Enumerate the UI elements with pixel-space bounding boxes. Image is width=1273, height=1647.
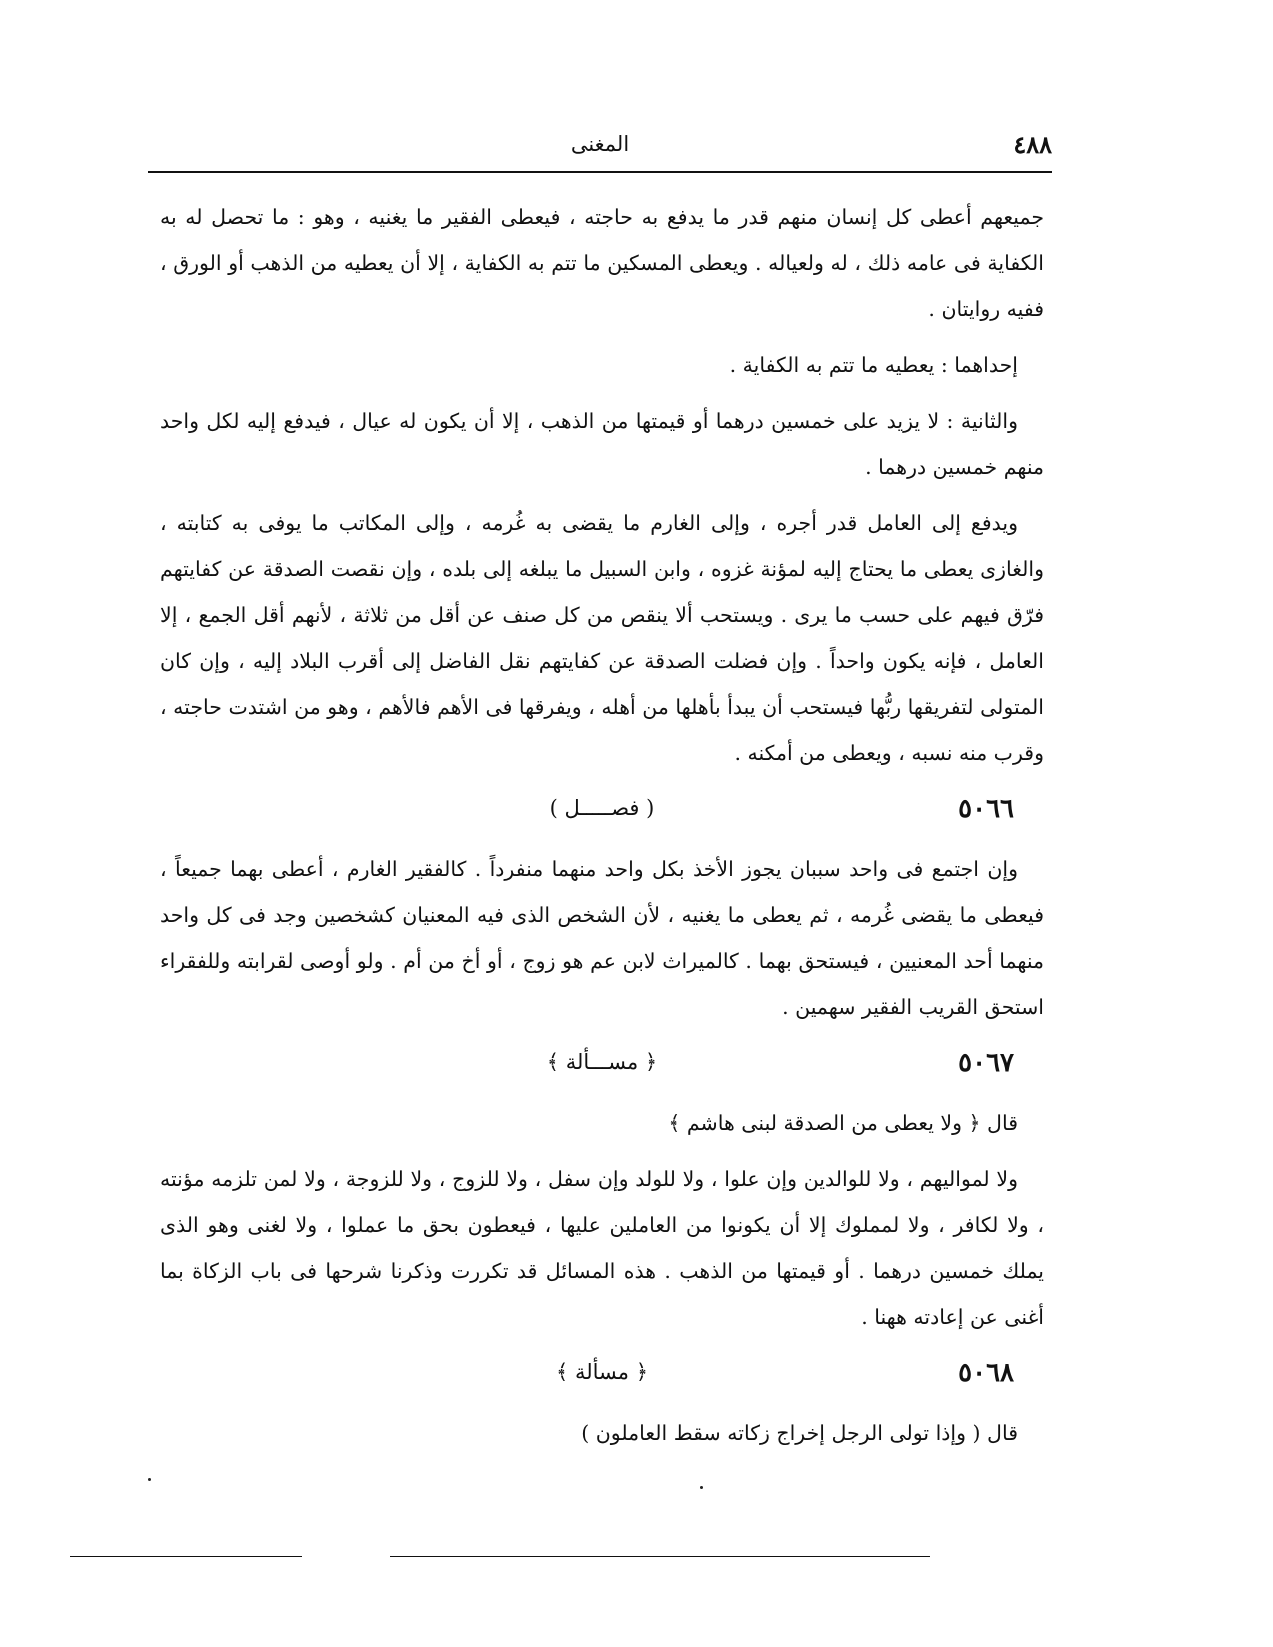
page-header bbox=[148, 128, 1052, 168]
page-body bbox=[160, 194, 1044, 1466]
header-rule bbox=[148, 171, 1052, 173]
section-title: ﴿ مسألة ﴾ bbox=[556, 1360, 648, 1384]
section-number: ٥٠٦٧ bbox=[958, 1048, 1014, 1078]
footer-rule-left bbox=[70, 1556, 302, 1557]
section-title: ﴿ مســـألة ﴾ bbox=[546, 1050, 658, 1074]
paragraph: والثانية : لا يزيد على خمسين درهما أو قيمتها من الذهب ، إلا أن يكون له عيال ، فيدفع إليه لكل واحد منهم خمسين درهما . bbox=[160, 409, 1044, 479]
section-heading bbox=[160, 788, 1044, 836]
paragraph: قال ( وإذا تولى الرجل إخراج زكاته سقط العاملون ) bbox=[581, 1421, 1018, 1445]
paragraph: ويدفع إلى العامل قدر أجره ، وإلى الغارم ما يقضى به غُرمه ، وإلى المكاتب ما يوفى به كتابته ، والغازى يعطى ما يحتاج إليه لمؤنة غزوه ، وابن السبيل ما يبلغه إلى بلده ، وإن نقصت الصدقة عن كفايتهم فرّق فيهم على حسب ما يرى . ويستحب ألا ينقص من كل صنف عن أقل من ثلاثة ، لأنهم أقل الجمع ، إلا العامل ، فإنه يكون واحداً . وإن فضلت الصدقة عن كفايتهم نقل الفاضل إلى أقرب البلاد إليه ، وإن كان المتولى لتفريقها ربُّها فيستحب أن يبدأ بأهلها من أهله ، ويفرقها فى الأهم فالأهم ، وهو من اشتدت حاجته ، وقرب منه نسبه ، ويعطى من أمكنه . bbox=[160, 511, 1044, 765]
paragraph: إحداهما : يعطيه ما تتم به الكفاية . bbox=[729, 353, 1018, 377]
section-heading bbox=[160, 1042, 1044, 1090]
paragraph: ولا لمواليهم ، ولا للوالدين وإن علوا ، ولا للولد وإن سفل ، ولا للزوج ، ولا للزوجة ، ولا لمن تلزمه مؤنته ، ولا لكافر ، ولا لمملوك إلا أن يكونوا من العاملين عليها ، فيعطون بحق ما عملوا ، ولا لغنى وهو الذى يملك خمسين درهما . أو قيمتها من الذهب . هذه المسائل قد تكررت وذكرنا شرحها فى باب الزكاة بما أغنى عن إعادته ههنا . bbox=[160, 1167, 1044, 1329]
section-title: ( فصـــــل ) bbox=[549, 796, 655, 820]
section-number: ٥٠٦٨ bbox=[958, 1358, 1014, 1388]
section-number: ٥٠٦٦ bbox=[958, 794, 1014, 824]
page-number: ٤٨٨ bbox=[1013, 130, 1052, 159]
scan-speck bbox=[148, 1478, 151, 1481]
scan-speck bbox=[700, 1486, 703, 1489]
paragraph: قال ﴿ ولا يعطى من الصدقة لبنى هاشم ﴾ bbox=[668, 1111, 1018, 1135]
section-heading bbox=[160, 1352, 1044, 1400]
paragraph: جميعهم أعطى كل إنسان منهم قدر ما يدفع به حاجته ، فيعطى الفقير ما يغنيه ، وهو : ما تحصل له به الكفاية فى عامه ذلك ، له ولعياله . ويعطى المسكين ما تتم به الكفاية ، إلا أن يعطيه من الذهب أو الورق ، ففيه روايتان . bbox=[160, 205, 1044, 321]
running-title: المغنى bbox=[570, 132, 630, 156]
paragraph: وإن اجتمع فى واحد سببان يجوز الأخذ بكل واحد منهما منفرداً . كالفقير الغارم ، أعطى بهما جميعاً ، فيعطى ما يقضى غُرمه ، ثم يعطى ما يغنيه ، لأن الشخص الذى فيه المعنيان كشخصين وجد فى كل واحد منهما أحد المعنيين ، فيستحق بهما . كالميراث لابن عم هو زوج ، أو أخ من أم . ولو أوصى لقرابته وللفقراء استحق القريب الفقير سهمين . bbox=[160, 857, 1044, 1019]
footer-rule-right bbox=[390, 1556, 930, 1557]
